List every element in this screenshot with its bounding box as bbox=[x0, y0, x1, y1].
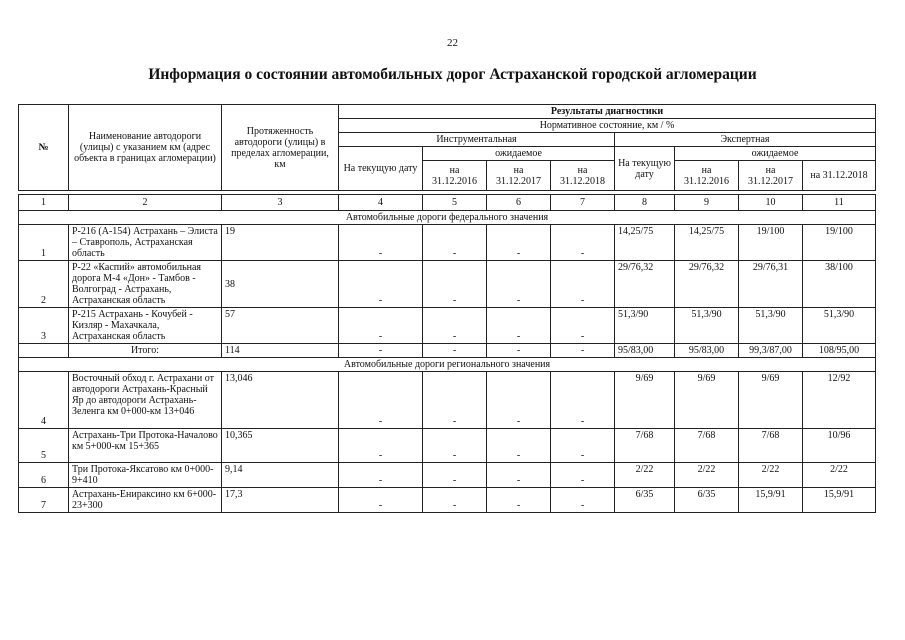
road-length: 57 bbox=[222, 308, 339, 344]
cell: 51,3/90 bbox=[739, 308, 803, 344]
cell: - bbox=[487, 372, 551, 429]
page-title: Информация о состоянии автомобильных дорог Астраханской городской агломерации bbox=[148, 66, 757, 83]
row-no: 5 bbox=[19, 429, 69, 463]
row-no: 2 bbox=[19, 261, 69, 308]
header-date-2017: на 31.12.2017 bbox=[487, 161, 551, 191]
cell: - bbox=[339, 344, 423, 358]
cell: - bbox=[339, 261, 423, 308]
header-date-2018: на 31.12.2018 bbox=[551, 161, 615, 191]
cell: 9/69 bbox=[615, 372, 675, 429]
total-label: Итого: bbox=[69, 344, 222, 358]
cell: - bbox=[551, 372, 615, 429]
header-instrumental: Инструментальная bbox=[339, 133, 615, 147]
cell: - bbox=[423, 463, 487, 488]
road-length: 9,14 bbox=[222, 463, 339, 488]
header-current-instr: На текущую дату bbox=[339, 147, 423, 191]
cell: - bbox=[551, 225, 615, 261]
cell: 51,3/90 bbox=[615, 308, 675, 344]
header-current-expert: На текущую дату bbox=[615, 147, 675, 191]
cell: - bbox=[423, 372, 487, 429]
colnum: 6 bbox=[487, 195, 551, 211]
colnum: 4 bbox=[339, 195, 423, 211]
cell: - bbox=[339, 463, 423, 488]
road-length: 17,3 bbox=[222, 488, 339, 513]
cell: 2/22 bbox=[803, 463, 876, 488]
colnum: 8 bbox=[615, 195, 675, 211]
cell: - bbox=[487, 308, 551, 344]
cell: 2/22 bbox=[675, 463, 739, 488]
road-name: Р-22 «Каспий» автомобильная дорога М-4 «Дон» - Тамбов - Волгоград - Астрахань, Астраханская область bbox=[69, 261, 222, 308]
road-length: 10,365 bbox=[222, 429, 339, 463]
table-row bbox=[19, 372, 876, 429]
cell: - bbox=[487, 344, 551, 358]
cell: 95/83,00 bbox=[615, 344, 675, 358]
cell: 14,25/75 bbox=[675, 225, 739, 261]
page-number: 22 bbox=[447, 37, 458, 49]
header-expert-date-2016: на 31.12.2016 bbox=[675, 161, 739, 191]
header-no: № bbox=[19, 105, 69, 191]
cell: 14,25/75 bbox=[615, 225, 675, 261]
colnum: 5 bbox=[423, 195, 487, 211]
cell: 2/22 bbox=[615, 463, 675, 488]
table-row bbox=[19, 429, 876, 463]
cell: 19/100 bbox=[739, 225, 803, 261]
column-numbers-row bbox=[19, 195, 876, 211]
row-no: 1 bbox=[19, 225, 69, 261]
table-row bbox=[19, 488, 876, 513]
total-empty bbox=[19, 344, 69, 358]
cell: 7/68 bbox=[675, 429, 739, 463]
cell: - bbox=[339, 372, 423, 429]
cell: 29/76,31 bbox=[739, 261, 803, 308]
cell: - bbox=[487, 261, 551, 308]
cell: - bbox=[423, 429, 487, 463]
colnum: 11 bbox=[803, 195, 876, 211]
cell: 51,3/90 bbox=[803, 308, 876, 344]
road-name: Р-216 (А-154) Астрахань – Элиста – Ставрополь, Астраханская область bbox=[69, 225, 222, 261]
cell: - bbox=[551, 463, 615, 488]
header-expert: Экспертная bbox=[615, 133, 876, 147]
header-diagnostics: Результаты диагностики bbox=[339, 105, 876, 119]
header-name: Наименование автодороги (улицы) с указанием км (адрес объекта в границах агломерации) bbox=[69, 105, 222, 191]
cell: - bbox=[423, 225, 487, 261]
header-date-2016: на 31.12.2016 bbox=[423, 161, 487, 191]
cell: 95/83,00 bbox=[675, 344, 739, 358]
cell: 51,3/90 bbox=[675, 308, 739, 344]
road-length: 19 bbox=[222, 225, 339, 261]
cell: - bbox=[487, 429, 551, 463]
cell: 15,9/91 bbox=[803, 488, 876, 513]
header-expected-expert: ожидаемое bbox=[675, 147, 876, 161]
colnum: 7 bbox=[551, 195, 615, 211]
roads-table bbox=[18, 104, 876, 513]
colnum: 9 bbox=[675, 195, 739, 211]
header-expected-instr: ожидаемое bbox=[423, 147, 615, 161]
cell: - bbox=[551, 308, 615, 344]
cell: - bbox=[339, 308, 423, 344]
cell: - bbox=[339, 429, 423, 463]
header-normative: Нормативное состояние, км / % bbox=[339, 119, 876, 133]
cell: - bbox=[423, 488, 487, 513]
cell: - bbox=[551, 488, 615, 513]
colnum: 3 bbox=[222, 195, 339, 211]
road-length: 13,046 bbox=[222, 372, 339, 429]
cell: - bbox=[551, 344, 615, 358]
cell: - bbox=[551, 261, 615, 308]
cell: 99,3/87,00 bbox=[739, 344, 803, 358]
row-no: 7 bbox=[19, 488, 69, 513]
cell: - bbox=[339, 225, 423, 261]
section-regional: Автомобильные дороги регионального значения bbox=[19, 358, 876, 372]
road-length: 38 bbox=[222, 261, 339, 308]
table-row bbox=[19, 225, 876, 261]
cell: - bbox=[487, 463, 551, 488]
road-name: Три Протока-Яксатово км 0+000-9+410 bbox=[69, 463, 222, 488]
cell: 10/96 bbox=[803, 429, 876, 463]
road-name: Астрахань-Три Протока-Началово км 5+000-км 15+365 bbox=[69, 429, 222, 463]
road-name: Восточный обход г. Астрахани от автодороги Астрахань-Красный Яр до автодороги Астрахань-Зеленга км 0+000-км 13+046 bbox=[69, 372, 222, 429]
cell: 38/100 bbox=[803, 261, 876, 308]
table-row bbox=[19, 261, 876, 308]
cell: 7/68 bbox=[615, 429, 675, 463]
cell: - bbox=[551, 429, 615, 463]
road-name: Р-215 Астрахань - Кочубей - Кизляр - Махачкала, Астраханская область bbox=[69, 308, 222, 344]
row-no: 4 bbox=[19, 372, 69, 429]
cell: - bbox=[423, 344, 487, 358]
cell: - bbox=[423, 308, 487, 344]
cell: - bbox=[487, 225, 551, 261]
cell: 6/35 bbox=[675, 488, 739, 513]
cell: - bbox=[423, 261, 487, 308]
cell: - bbox=[339, 488, 423, 513]
total-length: 114 bbox=[222, 344, 339, 358]
cell: 9/69 bbox=[675, 372, 739, 429]
table-row bbox=[19, 463, 876, 488]
cell: - bbox=[487, 488, 551, 513]
header-expert-date-2018: на 31.12.2018 bbox=[803, 161, 876, 191]
cell: 12/92 bbox=[803, 372, 876, 429]
colnum: 1 bbox=[19, 195, 69, 211]
total-row bbox=[19, 344, 876, 358]
table-row bbox=[19, 308, 876, 344]
cell: 15,9/91 bbox=[739, 488, 803, 513]
cell: 108/95,00 bbox=[803, 344, 876, 358]
header-expert-date-2017: на 31.12.2017 bbox=[739, 161, 803, 191]
row-no: 3 bbox=[19, 308, 69, 344]
colnum: 2 bbox=[69, 195, 222, 211]
colnum: 10 bbox=[739, 195, 803, 211]
cell: 29/76,32 bbox=[615, 261, 675, 308]
section-federal: Автомобильные дороги федерального значения bbox=[19, 211, 876, 225]
cell: 9/69 bbox=[739, 372, 803, 429]
row-no: 6 bbox=[19, 463, 69, 488]
cell: 7/68 bbox=[739, 429, 803, 463]
cell: 2/22 bbox=[739, 463, 803, 488]
cell: 29/76,32 bbox=[675, 261, 739, 308]
cell: 19/100 bbox=[803, 225, 876, 261]
cell: 6/35 bbox=[615, 488, 675, 513]
header-length: Протяженность автодороги (улицы) в пределах агломерации, км bbox=[222, 105, 339, 191]
road-name: Астрахань-Енираксино км 6+000-23+300 bbox=[69, 488, 222, 513]
